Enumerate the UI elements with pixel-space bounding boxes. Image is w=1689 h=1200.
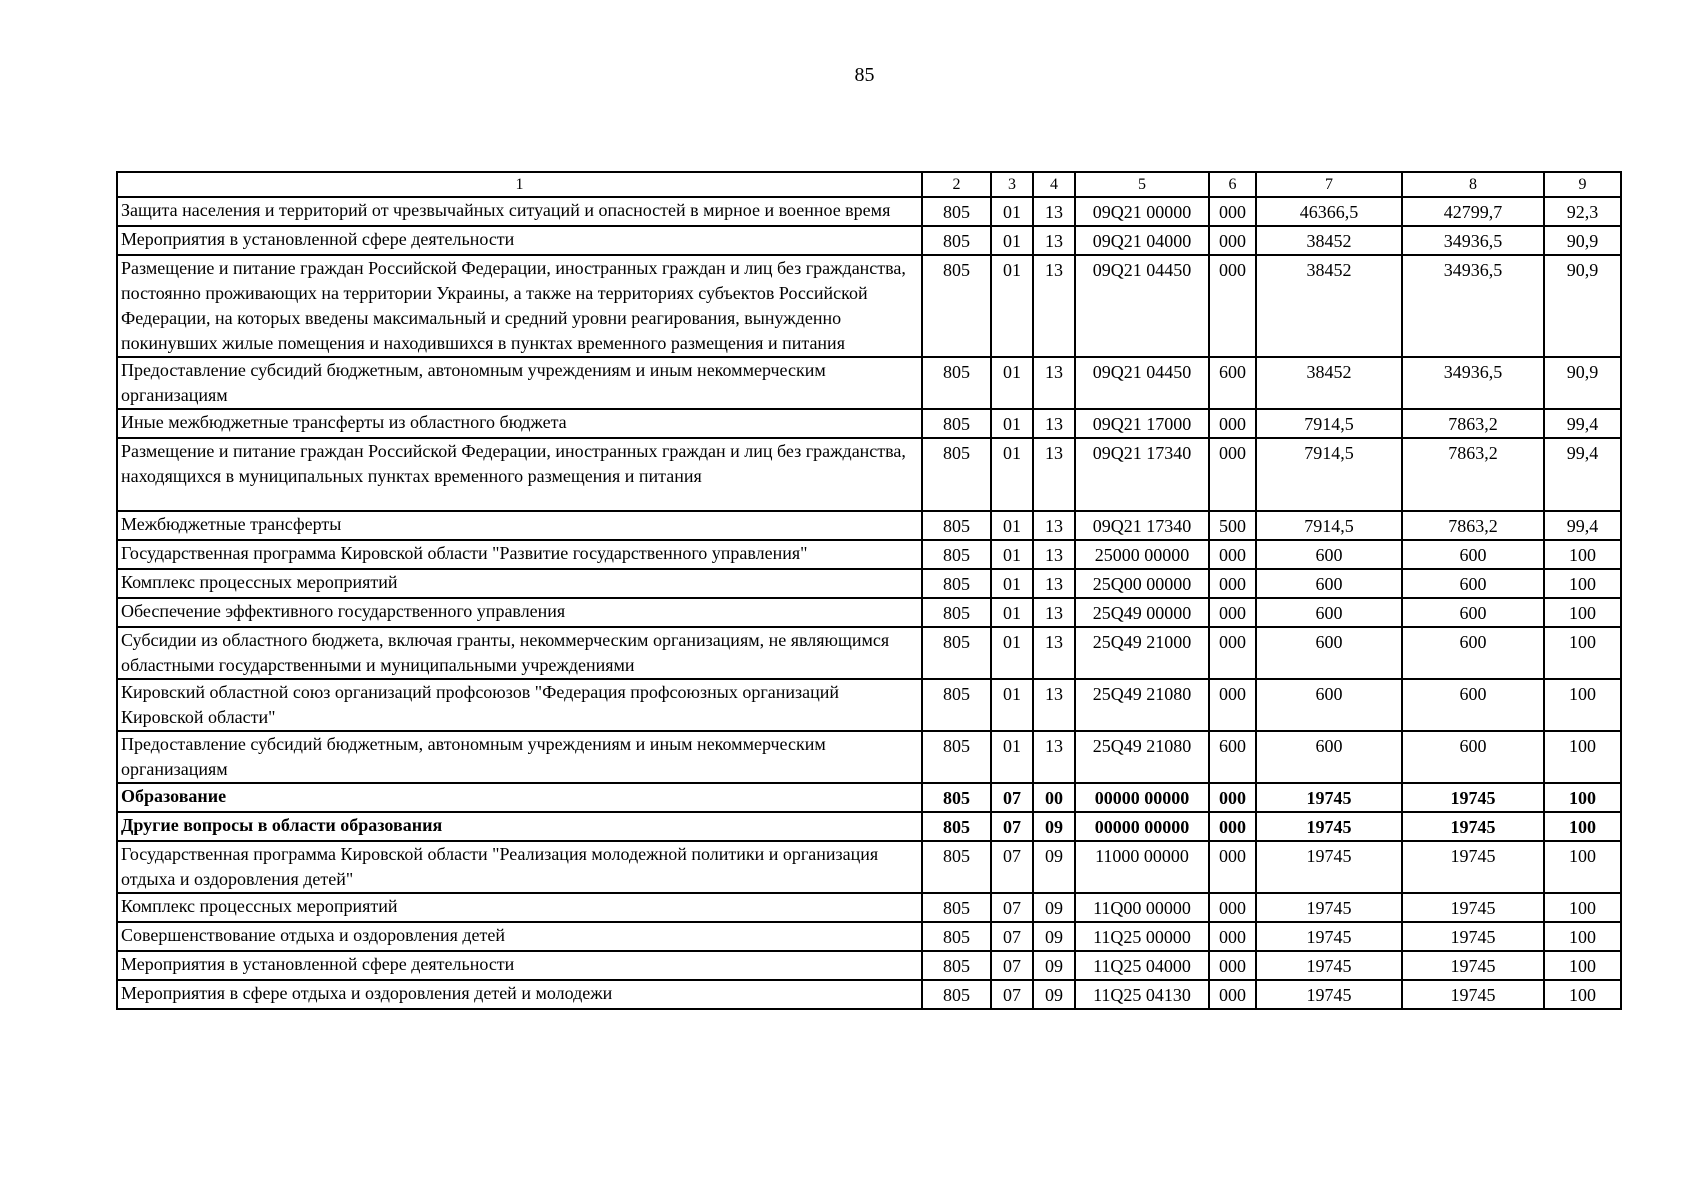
cell-name: Мероприятия в сфере отдыха и оздоровления детей и молодежи [117,980,922,1009]
cell-expense-type: 000 [1209,569,1256,598]
cell-subsection: 13 [1033,409,1075,438]
cell-expense-type: 000 [1209,922,1256,951]
cell-subsection: 09 [1033,841,1075,893]
header-cell-5: 5 [1075,172,1209,197]
cell-target-code: 09Q21 17000 [1075,409,1209,438]
cell-actual: 19745 [1402,812,1544,841]
cell-section: 01 [991,679,1033,731]
cell-target-code: 25Q49 21080 [1075,679,1209,731]
cell-subsection: 13 [1033,679,1075,731]
cell-percent: 90,9 [1544,357,1621,409]
header-cell-9: 9 [1544,172,1621,197]
header-cell-6: 6 [1209,172,1256,197]
cell-actual: 600 [1402,679,1544,731]
cell-gr: 805 [922,841,991,893]
cell-name: Кировский областной союз организаций профсоюзов "Федерация профсоюзных организаций Кировской области" [117,679,922,731]
cell-actual: 600 [1402,598,1544,627]
cell-actual: 34936,5 [1402,255,1544,357]
cell-subsection: 13 [1033,569,1075,598]
cell-target-code: 00000 00000 [1075,783,1209,812]
cell-expense-type: 000 [1209,627,1256,679]
cell-section: 07 [991,980,1033,1009]
cell-section: 01 [991,357,1033,409]
cell-target-code: 11000 00000 [1075,841,1209,893]
cell-gr: 805 [922,357,991,409]
header-cell-7: 7 [1256,172,1402,197]
cell-gr: 805 [922,226,991,255]
cell-expense-type: 000 [1209,893,1256,922]
cell-gr: 805 [922,255,991,357]
cell-expense-type: 000 [1209,540,1256,569]
cell-plan: 38452 [1256,357,1402,409]
table-row [117,627,1621,679]
cell-actual: 600 [1402,540,1544,569]
cell-actual: 600 [1402,569,1544,598]
table-row [117,438,1621,511]
cell-name: Мероприятия в установленной сфере деятельности [117,951,922,980]
cell-percent: 100 [1544,540,1621,569]
cell-expense-type: 600 [1209,357,1256,409]
cell-percent: 100 [1544,980,1621,1009]
cell-subsection: 13 [1033,627,1075,679]
cell-name: Комплекс процессных мероприятий [117,893,922,922]
cell-percent: 99,4 [1544,511,1621,540]
cell-percent: 100 [1544,783,1621,812]
cell-name: Защита населения и территорий от чрезвычайных ситуаций и опасностей в мирное и военное время [117,197,922,226]
cell-percent: 100 [1544,893,1621,922]
cell-plan: 7914,5 [1256,438,1402,511]
cell-plan: 7914,5 [1256,511,1402,540]
cell-plan: 19745 [1256,893,1402,922]
cell-expense-type: 000 [1209,812,1256,841]
cell-subsection: 09 [1033,893,1075,922]
cell-gr: 805 [922,511,991,540]
table-header-row [117,172,1621,197]
cell-name: Другие вопросы в области образования [117,812,922,841]
cell-name: Предоставление субсидий бюджетным, автономным учреждениям и иным некоммерческим организациям [117,731,922,783]
cell-subsection: 13 [1033,197,1075,226]
cell-section: 01 [991,598,1033,627]
header-cell-1: 1 [117,172,922,197]
cell-subsection: 13 [1033,438,1075,511]
cell-target-code: 11Q25 04000 [1075,951,1209,980]
cell-plan: 19745 [1256,812,1402,841]
cell-section: 01 [991,255,1033,357]
cell-plan: 19745 [1256,783,1402,812]
cell-gr: 805 [922,569,991,598]
cell-target-code: 25Q49 00000 [1075,598,1209,627]
header-cell-2: 2 [922,172,991,197]
cell-name: Размещение и питание граждан Российской Федерации, иностранных граждан и лиц без гражданства, постоянно проживающих на территории Украины, а также на территориях субъектов Российской Федерации, на которых введены максимальный и средний уровни реагирования, вынужденно покинувших жилые помещения и находившихся в пунктах временного размещения и питания [117,255,922,357]
cell-gr: 805 [922,980,991,1009]
cell-name: Иные межбюджетные трансферты из областного бюджета [117,409,922,438]
cell-name: Межбюджетные трансферты [117,511,922,540]
cell-percent: 90,9 [1544,226,1621,255]
table-row [117,812,1621,841]
cell-actual: 19745 [1402,841,1544,893]
cell-subsection: 13 [1033,357,1075,409]
cell-section: 01 [991,731,1033,783]
cell-actual: 42799,7 [1402,197,1544,226]
table-row [117,841,1621,893]
cell-section: 01 [991,511,1033,540]
cell-subsection: 09 [1033,922,1075,951]
cell-actual: 19745 [1402,893,1544,922]
cell-gr: 805 [922,409,991,438]
table-row [117,679,1621,731]
cell-plan: 19745 [1256,980,1402,1009]
cell-subsection: 13 [1033,731,1075,783]
cell-gr: 805 [922,438,991,511]
cell-section: 07 [991,841,1033,893]
cell-percent: 99,4 [1544,438,1621,511]
page-number: 85 [854,64,875,86]
cell-gr: 805 [922,197,991,226]
cell-actual: 34936,5 [1402,226,1544,255]
cell-percent: 100 [1544,569,1621,598]
cell-name: Обеспечение эффективного государственного управления [117,598,922,627]
cell-target-code: 09Q21 00000 [1075,197,1209,226]
cell-gr: 805 [922,731,991,783]
cell-percent: 90,9 [1544,255,1621,357]
cell-target-code: 09Q21 04450 [1075,255,1209,357]
cell-plan: 19745 [1256,922,1402,951]
cell-section: 01 [991,226,1033,255]
cell-section: 01 [991,409,1033,438]
cell-expense-type: 000 [1209,226,1256,255]
cell-subsection: 13 [1033,598,1075,627]
cell-section: 01 [991,438,1033,511]
cell-subsection: 13 [1033,226,1075,255]
table-row [117,980,1621,1009]
cell-subsection: 13 [1033,540,1075,569]
cell-section: 01 [991,569,1033,598]
cell-section: 07 [991,922,1033,951]
cell-gr: 805 [922,783,991,812]
cell-name: Мероприятия в установленной сфере деятельности [117,226,922,255]
table-row [117,731,1621,783]
cell-name: Комплекс процессных мероприятий [117,569,922,598]
cell-plan: 600 [1256,569,1402,598]
cell-name: Государственная программа Кировской области "Реализация молодежной политики и организация отдыха и оздоровления детей" [117,841,922,893]
cell-expense-type: 000 [1209,951,1256,980]
cell-plan: 7914,5 [1256,409,1402,438]
table-row [117,255,1621,357]
cell-subsection: 09 [1033,951,1075,980]
table-row [117,357,1621,409]
cell-expense-type: 000 [1209,679,1256,731]
cell-plan: 600 [1256,540,1402,569]
cell-percent: 100 [1544,731,1621,783]
cell-section: 07 [991,951,1033,980]
cell-target-code: 11Q25 00000 [1075,922,1209,951]
cell-percent: 100 [1544,922,1621,951]
cell-name: Размещение и питание граждан Российской Федерации, иностранных граждан и лиц без гражданства, находящихся в муниципальных пунктах временного размещения и питания [117,438,922,511]
cell-percent: 100 [1544,812,1621,841]
table-row [117,598,1621,627]
cell-gr: 805 [922,598,991,627]
table-row [117,922,1621,951]
cell-gr: 805 [922,812,991,841]
cell-gr: 805 [922,893,991,922]
cell-name: Субсидии из областного бюджета, включая гранты, некоммерческим организациям, не являющимся областными государственными и муниципальными учреждениями [117,627,922,679]
cell-gr: 805 [922,951,991,980]
cell-plan: 19745 [1256,951,1402,980]
table-row [117,511,1621,540]
cell-percent: 99,4 [1544,409,1621,438]
cell-percent: 100 [1544,679,1621,731]
cell-target-code: 09Q21 04450 [1075,357,1209,409]
cell-percent: 100 [1544,841,1621,893]
cell-section: 01 [991,627,1033,679]
cell-expense-type: 000 [1209,197,1256,226]
cell-subsection: 13 [1033,255,1075,357]
cell-expense-type: 000 [1209,841,1256,893]
cell-actual: 19745 [1402,783,1544,812]
cell-subsection: 13 [1033,511,1075,540]
cell-plan: 19745 [1256,841,1402,893]
cell-percent: 100 [1544,951,1621,980]
cell-section: 01 [991,540,1033,569]
cell-plan: 600 [1256,731,1402,783]
cell-target-code: 11Q25 04130 [1075,980,1209,1009]
cell-name: Образование [117,783,922,812]
cell-target-code: 25Q49 21080 [1075,731,1209,783]
cell-gr: 805 [922,922,991,951]
cell-name: Предоставление субсидий бюджетным, автономным учреждениям и иным некоммерческим организациям [117,357,922,409]
cell-expense-type: 000 [1209,783,1256,812]
cell-plan: 38452 [1256,255,1402,357]
cell-actual: 7863,2 [1402,511,1544,540]
table-row [117,197,1621,226]
cell-section: 01 [991,197,1033,226]
cell-expense-type: 000 [1209,255,1256,357]
cell-plan: 46366,5 [1256,197,1402,226]
cell-subsection: 09 [1033,980,1075,1009]
table-row [117,783,1621,812]
cell-percent: 100 [1544,627,1621,679]
cell-section: 07 [991,783,1033,812]
cell-section: 07 [991,893,1033,922]
cell-actual: 19745 [1402,922,1544,951]
cell-expense-type: 000 [1209,438,1256,511]
cell-expense-type: 500 [1209,511,1256,540]
cell-actual: 34936,5 [1402,357,1544,409]
cell-percent: 92,3 [1544,197,1621,226]
cell-target-code: 09Q21 17340 [1075,438,1209,511]
cell-target-code: 25000 00000 [1075,540,1209,569]
cell-target-code: 09Q21 04000 [1075,226,1209,255]
cell-target-code: 00000 00000 [1075,812,1209,841]
cell-actual: 19745 [1402,951,1544,980]
cell-gr: 805 [922,627,991,679]
table-row [117,226,1621,255]
table-row [117,893,1621,922]
cell-percent: 100 [1544,598,1621,627]
cell-actual: 19745 [1402,980,1544,1009]
cell-gr: 805 [922,540,991,569]
cell-plan: 600 [1256,598,1402,627]
cell-actual: 7863,2 [1402,438,1544,511]
cell-target-code: 25Q49 21000 [1075,627,1209,679]
cell-expense-type: 600 [1209,731,1256,783]
cell-target-code: 25Q00 00000 [1075,569,1209,598]
budget-table [116,171,1622,1010]
header-cell-3: 3 [991,172,1033,197]
table-row [117,409,1621,438]
table-row [117,569,1621,598]
header-cell-8: 8 [1402,172,1544,197]
cell-expense-type: 000 [1209,980,1256,1009]
header-cell-4: 4 [1033,172,1075,197]
cell-expense-type: 000 [1209,409,1256,438]
cell-plan: 600 [1256,679,1402,731]
cell-expense-type: 000 [1209,598,1256,627]
cell-gr: 805 [922,679,991,731]
cell-section: 07 [991,812,1033,841]
cell-actual: 600 [1402,627,1544,679]
table-row [117,540,1621,569]
table-row [117,951,1621,980]
cell-target-code: 11Q00 00000 [1075,893,1209,922]
cell-name: Совершенствование отдыха и оздоровления детей [117,922,922,951]
cell-plan: 600 [1256,627,1402,679]
cell-actual: 7863,2 [1402,409,1544,438]
cell-subsection: 09 [1033,812,1075,841]
cell-name: Государственная программа Кировской области "Развитие государственного управления" [117,540,922,569]
cell-plan: 38452 [1256,226,1402,255]
cell-actual: 600 [1402,731,1544,783]
cell-subsection: 00 [1033,783,1075,812]
cell-target-code: 09Q21 17340 [1075,511,1209,540]
